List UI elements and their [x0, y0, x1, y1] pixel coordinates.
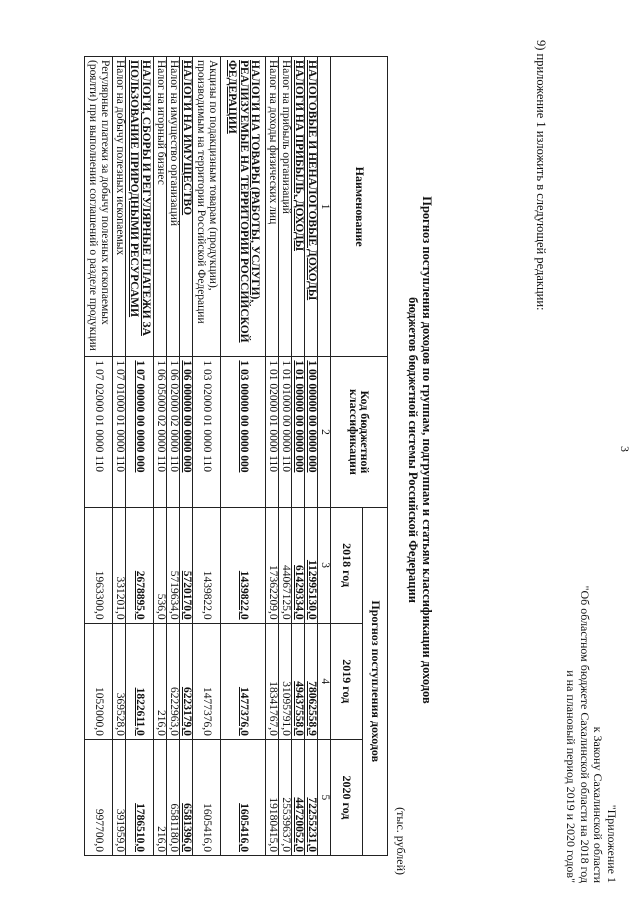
- row-value-2019: 78062558,9: [305, 681, 318, 736]
- row-code: 1 06 02000 02 0000 110: [167, 357, 180, 507]
- column-header-name: Наименование: [331, 57, 388, 357]
- revenue-table: [84, 56, 388, 856]
- row-name: НАЛОГОВЫЕ И НЕНАЛОГОВЫЕ ДОХОДЫ: [305, 60, 318, 301]
- table-row: [193, 57, 221, 856]
- appendix-header: [564, 586, 618, 883]
- row-value-2018: 331201,0: [113, 507, 126, 623]
- row-value-2019: 369528,0: [113, 623, 126, 739]
- intro-text: 9) приложение 1 изложить в следующей редакции:: [534, 40, 548, 311]
- row-name: Налог на имущество организаций: [167, 57, 180, 357]
- column-header-forecast: Прогноз поступления доходов: [362, 507, 387, 855]
- row-name: Налог на игорный бизнес: [154, 57, 167, 357]
- row-value-2018: 2678895,0: [134, 570, 147, 620]
- header-line: "Приложение 1: [605, 804, 619, 883]
- row-value-2020: 216,0: [154, 739, 167, 855]
- page-number: 3: [618, 446, 632, 452]
- table-row: [126, 57, 154, 856]
- header-line: к Закону Сахалинской области: [591, 726, 606, 883]
- row-value-2018: 5720170,0: [180, 570, 193, 620]
- row-value-2019: 49437558,0: [292, 681, 305, 736]
- row-value-2019: 1477376,0: [237, 686, 250, 736]
- row-code: 1 03 02000 01 0000 110: [193, 357, 221, 507]
- column-number: 2: [318, 357, 331, 507]
- row-name: Акцизы по подакцизным товарам (продукции), производимым на территории Российской Федерации: [193, 57, 221, 357]
- row-code: 1 06 00000 00 0000 000: [180, 360, 193, 473]
- row-value-2020: 19180415,0: [266, 739, 279, 855]
- row-value-2020: 391959,0: [113, 739, 126, 855]
- row-value-2019: 1052000,0: [85, 623, 113, 739]
- header-line: и на плановый период 2019 и 2020 годов": [564, 670, 579, 883]
- row-value-2018: 17362209,0: [266, 507, 279, 623]
- column-header-2020: 2020 год: [331, 739, 363, 855]
- row-value-2018: 5719634,0: [167, 507, 180, 623]
- row-value-2019: 6222963,0: [167, 623, 180, 739]
- column-header-2019: 2019 год: [331, 623, 363, 739]
- row-value-2020: 44720052,0: [292, 797, 305, 852]
- title-line: бюджетов бюджетной системы Российской Федерации: [406, 297, 420, 603]
- row-value-2018: 112995130,0: [305, 559, 318, 620]
- row-code: 1 07 02000 01 0000 110: [85, 357, 113, 507]
- row-value-2018: 44067125,0: [279, 507, 292, 623]
- column-number: 1: [318, 57, 331, 357]
- row-value-2020: 72255231,0: [305, 797, 318, 852]
- row-value-2019: 6223179,0: [180, 686, 193, 736]
- row-value-2019: 216,0: [154, 623, 167, 739]
- row-value-2018: 61429334,0: [292, 565, 305, 620]
- row-name: Регулярные платежи за добычу полезных ископаемых (роялти) при выполнении соглашений о разделе продукции: [85, 57, 113, 357]
- table-row: [279, 57, 292, 856]
- row-value-2019: 31095791,0: [279, 623, 292, 739]
- row-code: 1 01 02000 01 0000 110: [266, 357, 279, 507]
- table-row: [180, 57, 193, 856]
- row-name: НАЛОГИ, СБОРЫ И РЕГУЛЯРНЫЕ ПЛАТЕЖИ ЗА ПОЛЬЗОВАНИЕ ПРИРОДНЫМИ РЕСУРСАМИ: [128, 60, 152, 336]
- row-value-2020: 1605416,0: [237, 803, 250, 852]
- row-value-2018: 536,0: [154, 507, 167, 623]
- table-row: [292, 57, 305, 856]
- row-value-2019: 18341767,0: [266, 623, 279, 739]
- row-name: Налог на прибыль организаций: [279, 57, 292, 357]
- row-value-2019: 1477376,0: [193, 623, 221, 739]
- column-number: 3: [318, 507, 331, 623]
- row-code: 1 03 00000 00 0000 000: [237, 360, 250, 473]
- table-row: [221, 57, 266, 856]
- row-code: 1 07 01000 01 0000 110: [113, 357, 126, 507]
- row-value-2020: 1605416,0: [193, 739, 221, 855]
- row-value-2018: 1439822,0: [193, 507, 221, 623]
- row-value-2020: 1786510,0: [134, 803, 147, 852]
- column-header-2018: 2018 год: [331, 507, 363, 623]
- row-value-2019: 1822611,0: [134, 687, 147, 736]
- units-label: (тыс. рублей): [394, 807, 408, 875]
- row-value-2020: 6581180,0: [167, 739, 180, 855]
- row-name: НАЛОГИ НА ПРИБЫЛЬ, ДОХОДЫ: [292, 60, 305, 252]
- column-number: 5: [318, 739, 331, 855]
- table-row: [85, 57, 113, 856]
- row-code: 1 07 00000 00 0000 000: [134, 360, 147, 473]
- title-line: Прогноз поступления доходов по группам, подгруппам и статьям классификации доходов: [420, 196, 434, 704]
- row-code: 1 06 05000 02 0000 110: [154, 357, 167, 507]
- document-title: [406, 150, 434, 750]
- row-code: 1 01 01000 00 0000 110: [279, 357, 292, 507]
- row-value-2020: 6581396,0: [180, 803, 193, 852]
- row-code: 1 01 00000 00 0000 000: [292, 360, 305, 473]
- row-value-2018: 1439822,0: [237, 570, 250, 620]
- table-row: [167, 57, 180, 856]
- row-value-2020: 25539637,0: [279, 739, 292, 855]
- row-name: НАЛОГИ НА ТОВАРЫ (РАБОТЫ, УСЛУГИ), РЕАЛИЗУЕМЫЕ НА ТЕРРИТОРИИ РОССИЙСКОЙ ФЕДЕРАЦИИ: [226, 60, 262, 343]
- row-value-2018: 1963300,0: [85, 507, 113, 623]
- column-number: 4: [318, 623, 331, 739]
- row-name: Налог на доходы физических лиц: [266, 57, 279, 357]
- row-name: НАЛОГИ НА ИМУЩЕСТВО: [180, 60, 193, 216]
- table-row: [154, 57, 167, 856]
- row-value-2020: 997700,0: [85, 739, 113, 855]
- column-header-code: Код бюджетной классификации: [331, 357, 388, 507]
- row-code: 1 00 00000 00 0000 000: [305, 360, 318, 473]
- table-row: [305, 57, 318, 856]
- row-name: Налог на добычу полезных ископаемых: [113, 57, 126, 357]
- header-line: "Об областном бюджете Сахалинской области на 2018 год: [578, 585, 592, 883]
- table-row: [266, 57, 279, 856]
- table-row: [113, 57, 126, 856]
